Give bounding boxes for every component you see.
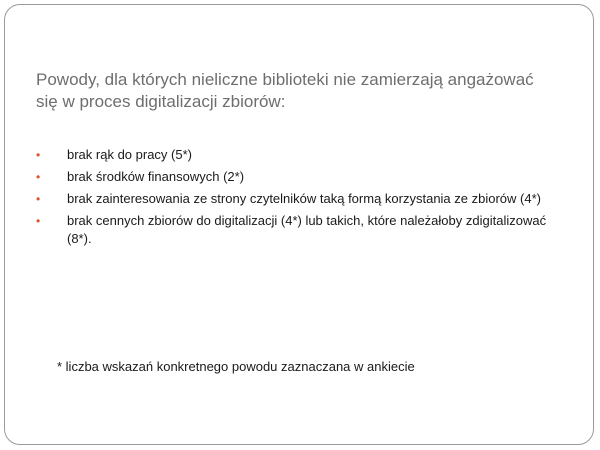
reasons-list: [36, 146, 566, 252]
slide-frame: [4, 4, 594, 445]
footnote: * liczba wskazań konkretnego powodu zaznaczana w ankiecie: [57, 359, 415, 374]
bullet-icon: •: [36, 170, 41, 184]
bullet-icon: •: [36, 214, 41, 228]
list-item: [36, 190, 566, 208]
bullet-icon: •: [36, 148, 41, 162]
bullet-icon: •: [36, 192, 41, 206]
list-item-text: brak cennych zbiorów do digitalizacji (4*) lub takich, które należałoby zdigitalizować (8*).: [67, 213, 547, 246]
slide-title: Powody, dla których nieliczne biblioteki nie zamierzają angażować się w proces digitalizacji zbiorów:: [36, 70, 534, 111]
list-item: [36, 168, 566, 186]
list-item: [36, 146, 566, 164]
list-item: [36, 212, 566, 248]
list-item-text: brak rąk do pracy (5*): [67, 147, 192, 162]
list-item-text: brak środków finansowych (2*): [67, 169, 245, 184]
list-item-text: brak zainteresowania ze strony czytelników taką formą korzystania ze zbiorów (4*): [67, 191, 541, 206]
